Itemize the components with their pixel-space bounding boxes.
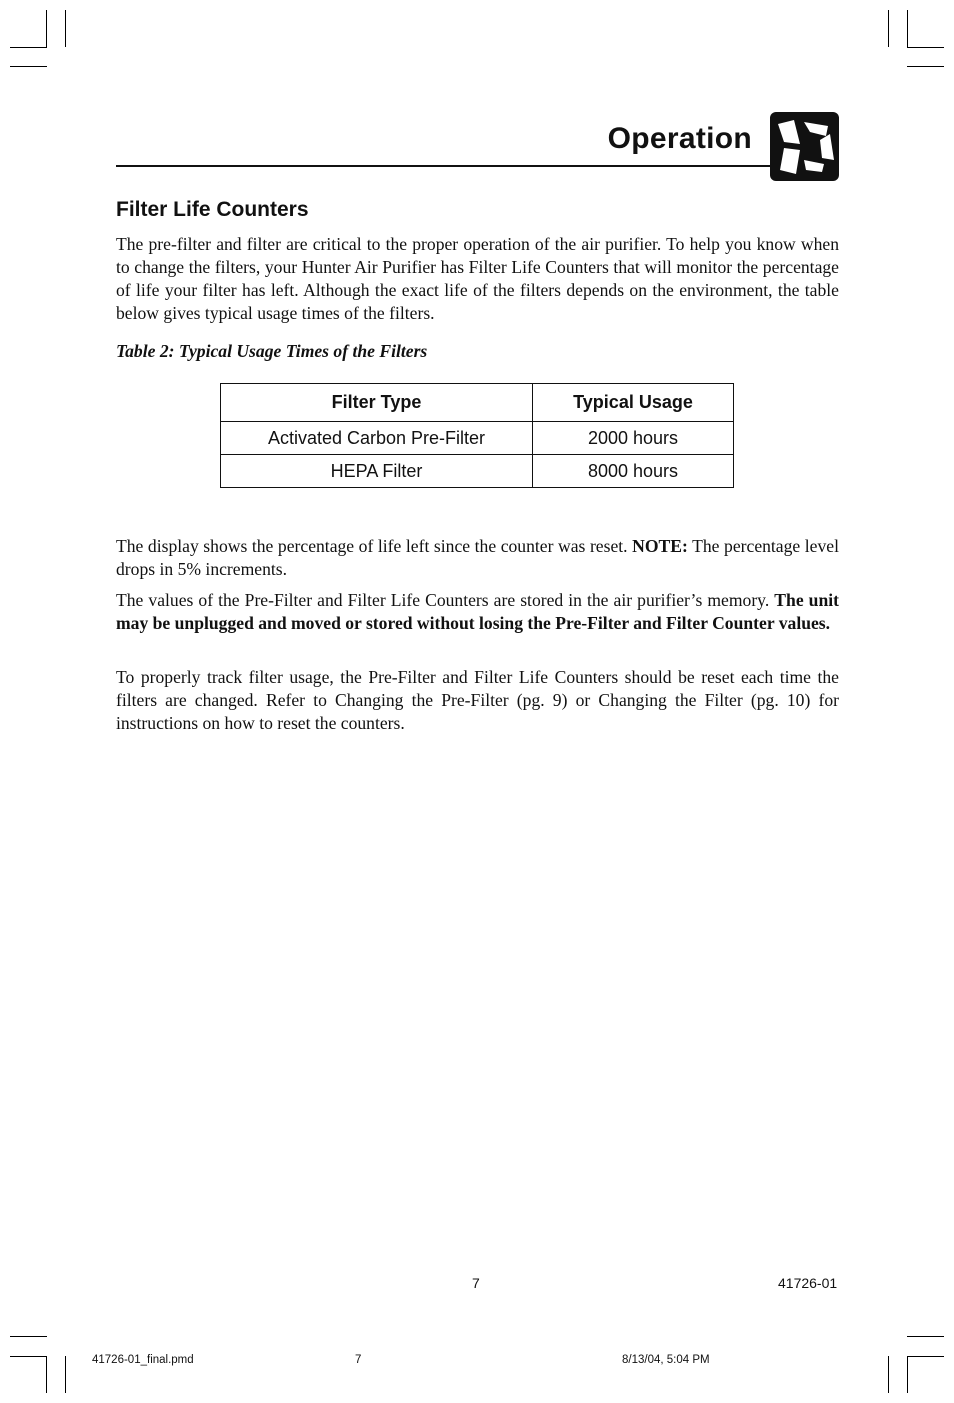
note-label: NOTE: bbox=[632, 536, 688, 556]
section-heading: Filter Life Counters bbox=[116, 198, 309, 221]
table-row bbox=[221, 422, 734, 455]
slug-timestamp: 8/13/04, 5:04 PM bbox=[622, 1354, 710, 1366]
document-number: 41726-01 bbox=[778, 1275, 838, 1291]
page-number: 7 bbox=[472, 1275, 480, 1291]
slug-filename: 41726-01_final.pmd bbox=[92, 1354, 194, 1366]
table-caption: Table 2: Typical Usage Times of the Filters bbox=[116, 341, 428, 361]
header-rule bbox=[116, 165, 776, 167]
column-header-typical-usage: Typical Usage bbox=[533, 384, 734, 422]
filter-type-cell: Activated Carbon Pre-Filter bbox=[221, 422, 533, 455]
table-header-row bbox=[221, 384, 734, 422]
display-text: The display shows the percentage of life left since the counter was reset. bbox=[116, 536, 628, 556]
table-row bbox=[221, 455, 734, 488]
filter-type-cell: HEPA Filter bbox=[221, 455, 533, 488]
usage-table bbox=[220, 383, 734, 488]
memory-text: The values of the Pre-Filter and Filter Life Counters are stored in the air purifier’s memory. bbox=[116, 590, 770, 610]
display-paragraph bbox=[116, 535, 839, 581]
section-tab-icon bbox=[770, 112, 839, 181]
column-header-filter-type: Filter Type bbox=[221, 384, 533, 422]
usage-cell: 2000 hours bbox=[533, 422, 734, 455]
memory-bold-text: The unit may be unplugged and moved or stored without losing the Pre-Filter and Filter Counter values. bbox=[116, 590, 839, 633]
slug-page: 7 bbox=[355, 1354, 362, 1366]
page-title: Operation bbox=[607, 122, 752, 155]
intro-paragraph: The pre-filter and filter are critical to the proper operation of the air purifier. To help you know when to change the filters, your Hunter Air Purifier has Filter Life Counters that will monitor the percentage of life your filter has left. Although the exact life of the filters depends on the environment, the table below gives typical usage times of the filters. bbox=[116, 234, 839, 323]
reset-paragraph: To properly track filter usage, the Pre-Filter and Filter Life Counters should be reset each time the filters are changed. Refer to Changing the Pre-Filter (pg. 9) or Changing the Filter (pg. 10) for instructions on how to reset the counters. bbox=[116, 667, 839, 733]
usage-cell: 8000 hours bbox=[533, 455, 734, 488]
note-text: The percentage level drops in 5% increments. bbox=[116, 536, 839, 579]
memory-paragraph bbox=[116, 589, 839, 635]
